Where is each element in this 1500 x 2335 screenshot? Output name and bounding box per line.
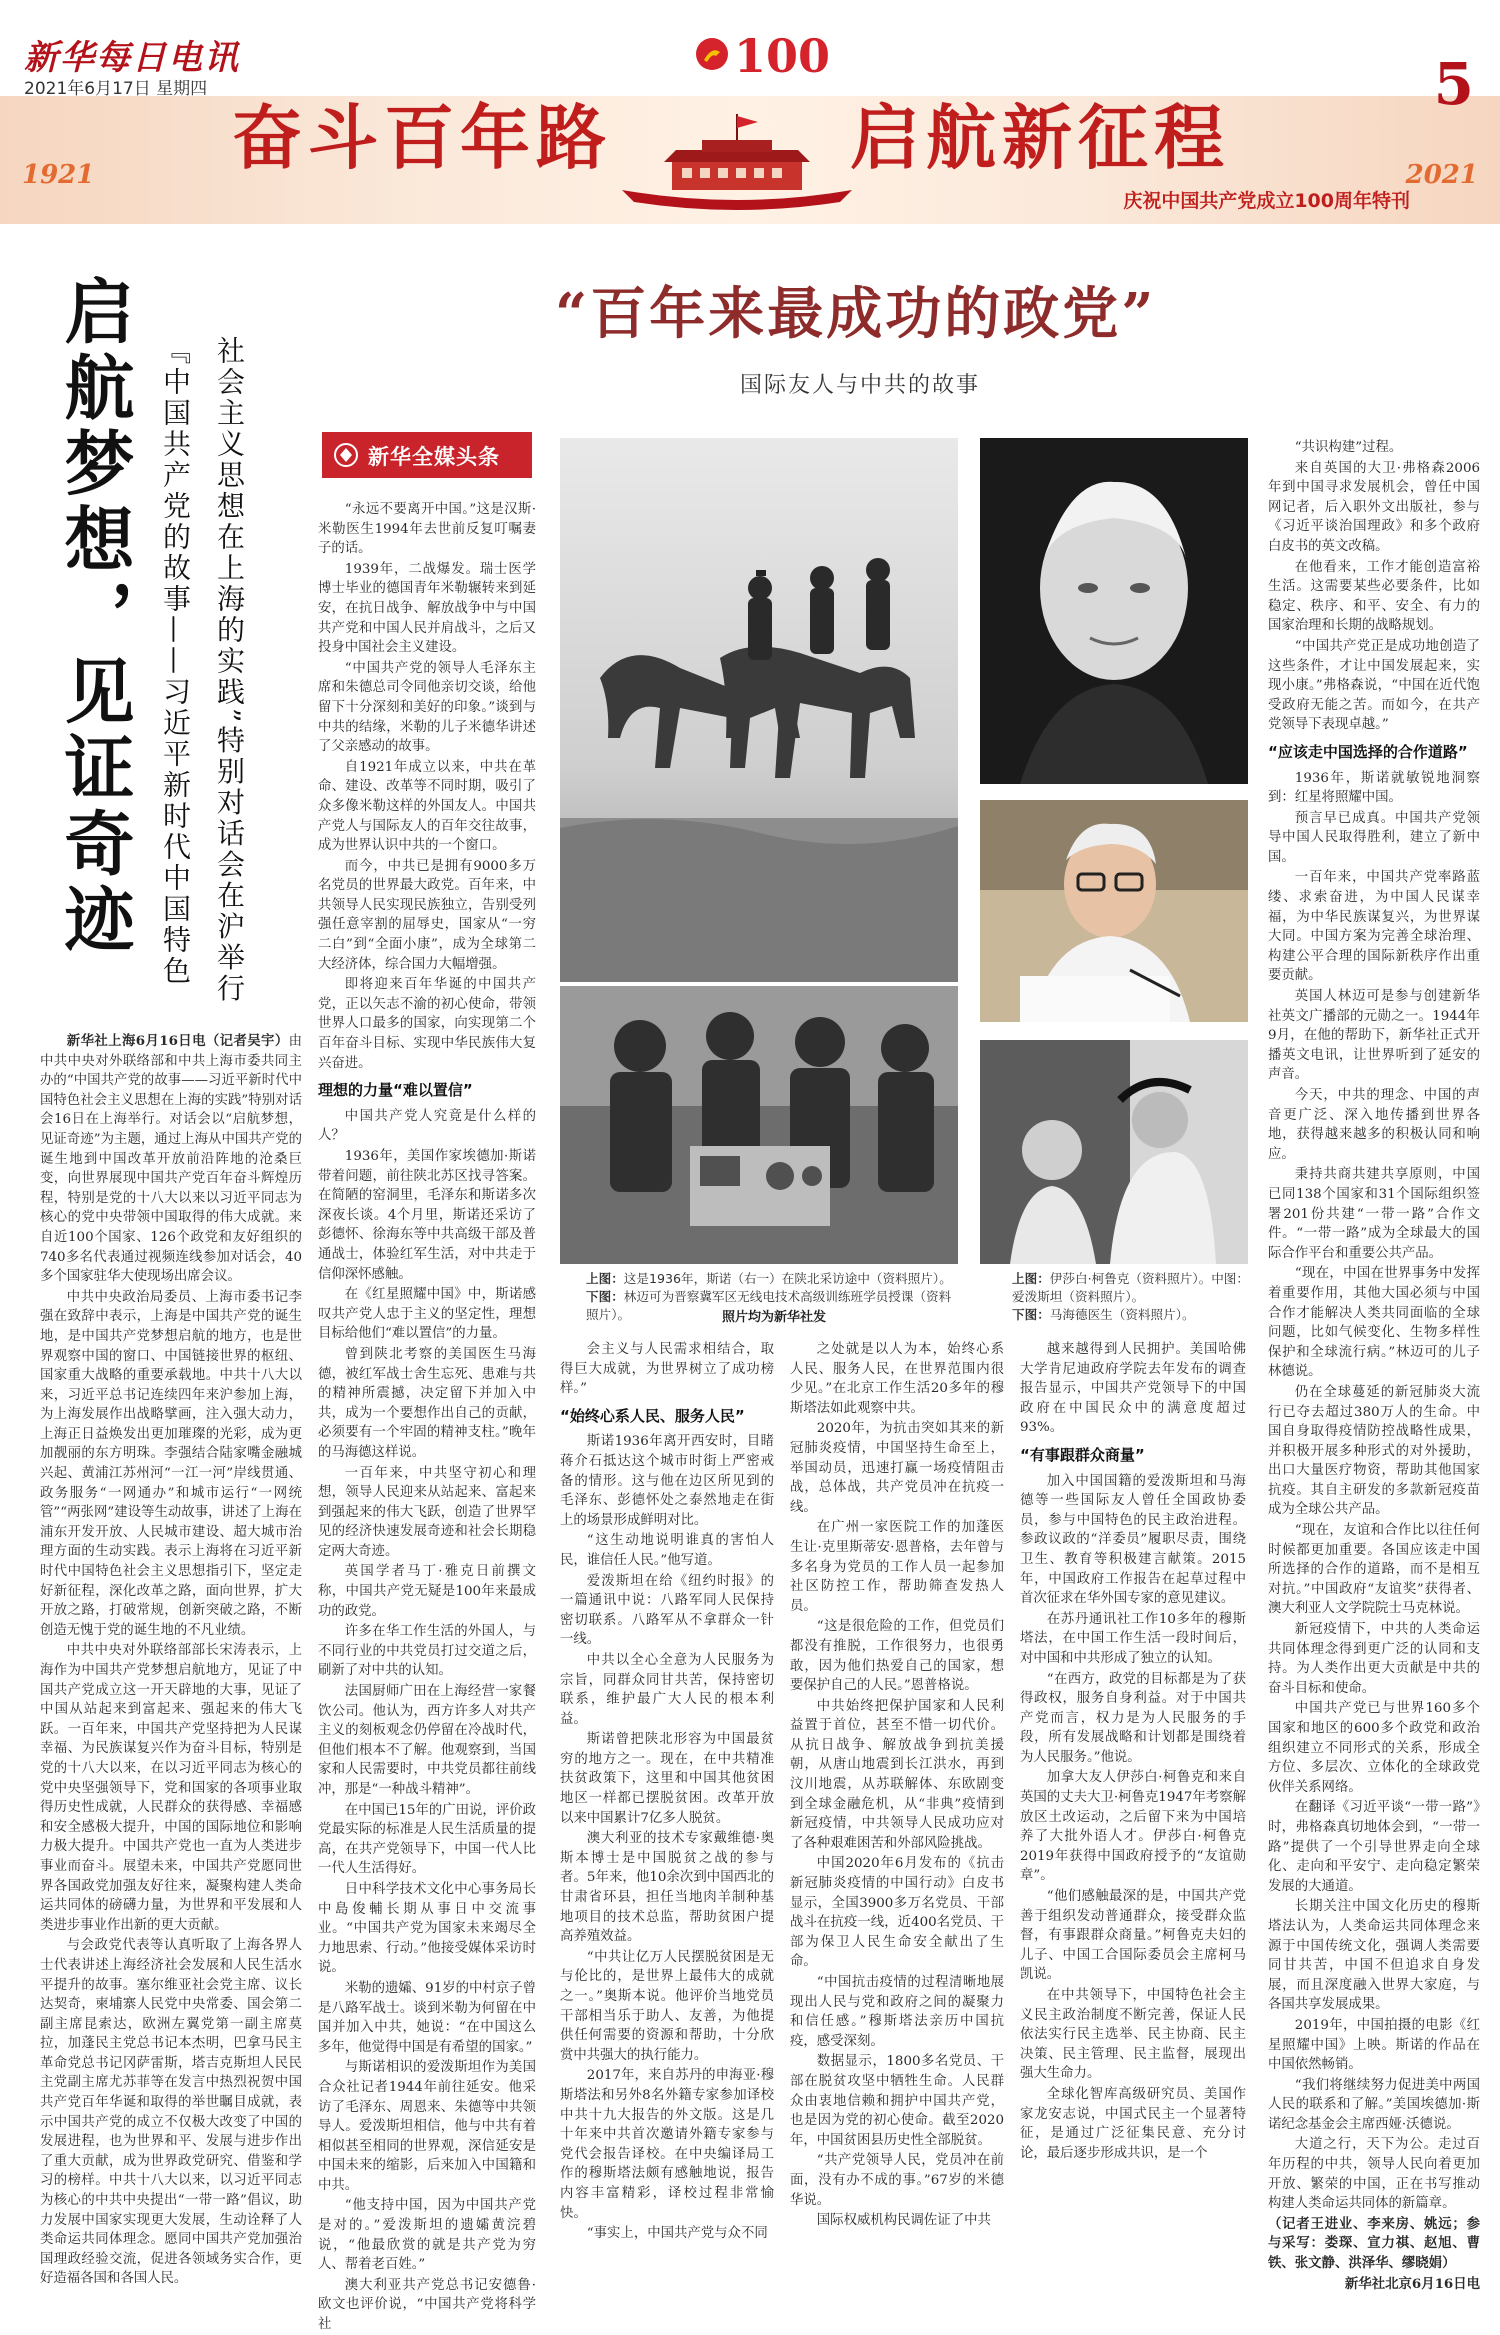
article-para: 在广州一家医院工作的加蓬医生让·克里斯蒂安·恩普格，去年曾与多名身为党员的工作人员一起参加社区防控工作，帮助筛查发热人员。 bbox=[790, 1520, 1004, 1614]
center-article-col-right bbox=[1268, 438, 1480, 2292]
center-article-col-2 bbox=[560, 1340, 774, 2242]
article-para: “现在，友谊和合作比以往任何时候都更加重要。各国应该走中国所选择的合作的道路，而不是相互对抗。”中国政府“友谊奖”获得者、澳大利亚人文学院院士马克林说。 bbox=[1268, 1523, 1480, 1617]
left-article-lead: 新华社上海6月16日电（记者吴宇） bbox=[66, 1033, 289, 1049]
article-para: 中国共产党已与世界160多个国家和地区的600多个政党和政治组织建立不同形式的关系，形成全方位、多层次、立体化的全球政党伙伴关系网络。 bbox=[1268, 1701, 1480, 1795]
article-para: 自1921年成立以来，中共在革命、建设、改革等不同时期，吸引了众多像米勒这样的外国友人。中国共产党人与国际友人的百年交往故事，成为世界认识中共的一个窗口。 bbox=[318, 759, 536, 854]
article-para: “共产党领导人民，党员冲在前面，没有办不成的事。”67岁的米德华说。 bbox=[790, 2153, 1004, 2208]
article-para: 英国人林迈可是参与创建新华社英文广播部的元勋之一。1944年9月，在他的帮助下，新华社正式开播英文电讯，让世界听到了延安的声音。 bbox=[1268, 989, 1480, 1083]
masthead-subtitle: 庆祝中国共产党成立100周年特刊 bbox=[1123, 190, 1410, 212]
article-para: 预言早已成真。中国共产党领导中国人民取得胜利，建立了新中国。 bbox=[1268, 810, 1480, 865]
section-heading-road: “应该走中国选择的合作道路” bbox=[1268, 742, 1468, 761]
center-article-col-1 bbox=[318, 500, 536, 2333]
left-article-body bbox=[40, 1032, 302, 2287]
article-para: 在《红星照耀中国》中，斯诺感叹共产党人忠于主义的坚定性，理想目标给他们“难以置信”的力量。 bbox=[318, 1287, 536, 1342]
article-para: 一百年来，中共坚守初心和理想，领导人民迎来从站起来、富起来到强起来的伟大飞跃，创造了世界罕见的经济快速发展奇迹和社会长期稳定两大奇迹。 bbox=[318, 1465, 536, 1559]
left-article-para: 中共中央对外联络部部长宋涛表示，上海作为中国共产党梦想启航地方，见证了中国共产党成立这一开天辟地的大事，见证了中国从站起来到富起来、强起来的伟大飞跃。一百年来，中国共产党坚持把为人民谋幸福、为民族谋复兴作为奋斗目标，特别是党的十八大以来，在以习近平同志为核心的党中央坚强领导下，党和国家的各项事业取得历史性成就，人民群众的获得感、幸福感和安全感极大提升，中国的国际地位和影响力极大提升。中国共产党也一直为人类进步事业而奋斗。展望未来，中国共产党愿同世界各国政党加强友好往来，凝聚构建人类命运共同体的磅礴力量，为世界和平发展和人类进步事业作出新的更大贡献。 bbox=[40, 1643, 302, 1933]
article-para: 大道之行，天下为公。走过百年历程的中共，领导人民向着更加开放、繁荣的中国，正在书写推动构建人类命运共同体的新篇章。 bbox=[1268, 2137, 1480, 2212]
article-para: 来自英国的大卫·弗格森2006年到中国寻求发展机会，曾任中国网记者，后入职外文出版社，参与《习近平谈治国理政》和多个政府白皮书的英文改稿。 bbox=[1268, 460, 1480, 554]
photo-epstein-writing bbox=[980, 800, 1248, 1022]
article-para: 秉持共商共建共享原则，中国已同138个国家和31个国际组织签署201份共建“一带一路”合作文件。“一带一路”成为全球最大的国际合作平台和重要公共产品。 bbox=[1268, 1167, 1480, 1261]
article-para: “我们将继续努力促进美中两国人民的联系和了解。”美国埃德加·斯诺纪念基金会主席西娅·沃德说。 bbox=[1268, 2077, 1480, 2132]
article-para: 1936年，斯诺就敏锐地洞察到：红星将照耀中国。 bbox=[1268, 770, 1480, 806]
article-para: 米勒的遗孀、91岁的中村京子曾是八路军战士。谈到米勒为何留在中国并加入中共，她说：“在中国这么多年，他觉得中国是有希望的国家。” bbox=[318, 1980, 536, 2055]
article-para: “现在，中国在世界事务中发挥着重要作用，其他大国必须与中国合作才能解决人类共同面临的全球问题，比如气候变化、生物多样性保护和全球流行病。”林迈可的儿子林德说。 bbox=[1268, 1266, 1480, 1380]
article-para: “他们感触最深的是，中国共产党善于组织发动普通群众，接受群众监督，有事跟群众商量。”柯鲁克夫妇的儿子、中国工合国际委员会主席柯马凯说。 bbox=[1020, 1889, 1246, 1983]
article-para: 会主义与人民需求相结合，取得巨大成就，为世界树立了成功榜样。” bbox=[560, 1342, 774, 1397]
article-para: 2017年，来自苏丹的申海亚·穆斯塔法和另外8名外籍专家参加译校中共十九大报告的外文版。这是几十年来中共首次邀请外籍专家参与党代会报告译校。在中央编译局工作的穆斯塔法颇有感触地说，报告内容丰富精彩，译校过程非常愉快。 bbox=[560, 2068, 774, 2221]
article-para: 在翻译《习近平谈“一带一路”》时，弗格森真切地体会到，“一带一路”提供了一个引导世界走向全球化、走向和平安宁、走向稳定繁荣发展的大通道。 bbox=[1268, 1800, 1480, 1894]
article-byline: （记者王进业、李来房、姚远；参与采写：娄琛、宣力祺、赵旭、曹铁、张文静、洪泽华、缪晓娟） bbox=[1268, 2215, 1480, 2272]
article-para: 新冠疫情下，中共的人类命运共同体理念得到更广泛的认同和支持。为人类作出更大贡献是中共的奋斗目标和使命。 bbox=[1268, 1622, 1480, 1696]
article-para: 而今，中共已是拥有9000多万名党员的世界最大政党。百年来，中共领导人民实现民族独立，告别受列强任意宰割的屈辱史，国家从“一穷二白”到“全面小康”，成为全球第二大经济体，综合国力大幅增强。 bbox=[318, 858, 536, 972]
article-para: 法国厨师广田在上海经营一家餐饮公司。他认为，西方许多人对共产主义的刻板观念仍停留在冷战时代，但他们根本不了解。他观察到，当国家和人民需要时，中共党员都往前线冲，那是“一种战斗精神”。 bbox=[318, 1684, 536, 1797]
article-para: 1939年，二战爆发。瑞士医学博士毕业的德国青年米勒辗转来到延安，在抗日战争、解放战争中与中国共产党和中国人民并肩战斗，之后又投身中国社会主义建设。 bbox=[318, 561, 536, 656]
photo-isabel-crook bbox=[980, 438, 1248, 784]
left-article-para: 新华社上海6月16日电（记者吴宇）由中共中央对外联络部和中共上海市委共同主办的“中国共产党的故事——习近平新时代中国特色社会主义思想在上海的实践”特别对话会16日在上海举行。对话会以“启航梦想，见证奇迹”为主题，通过上海从中国共产党的诞生地到中国改革开放前沿阵地的沧桑巨变，向世界展现中国共产党百年奋斗辉煌历程，特别是党的十八大以来以习近平同志为核心的党中央带领中国取得的伟大成就。来自近100个国家、126个政党和友好组织的740多名代表通过视频连线参加对话会，40多个国家驻华大使现场出席会议。 bbox=[40, 1033, 302, 1285]
article-para: 加入中国国籍的爱泼斯坦和马海德等一些国际友人曾任全国政协委员，参与中国特色的民主政治进程。参政议政的“洋委员”履职尽责，围绕卫生、教育等积极建言献策。2015年，中国政府工作报告在起草过程中首次征求在华外国专家的意见建议。 bbox=[1020, 1473, 1246, 1607]
article-para: 曾到陕北考察的美国医生马海德，被红军战士舍生忘死、患难与共的精神所震撼，决定留下并加入中共，成为一个要想作出自己的贡献，必须要有一个牢固的精神支柱。”晚年的马海德这样说。 bbox=[318, 1346, 536, 1460]
article-para: 在他看来，工作才能创造富裕生活。这需要某些必要条件，比如稳定、秩序、和平、安全、有力的国家治理和长期的战略规划。 bbox=[1268, 559, 1480, 634]
article-para: 越来越得到人民拥护。美国哈佛大学肯尼迪政府学院去年发布的调查报告显示，中国共产党领导下的中国政府在中国民众中的满意度超过93%。 bbox=[1020, 1342, 1246, 1436]
article-para: 全球化智库高级研究员、美国作家龙安志说，中国式民主一个显著特征，是通过广泛征集民意、充分讨论，最后逐步形成共识，是一个 bbox=[1020, 2086, 1246, 2161]
article-para: 加拿大友人伊莎白·柯鲁克和来自英国的丈夫大卫·柯鲁克1947年考察解放区土改运动，之后留下来为中国培养了大批外语人才。伊莎白·柯鲁克2019年获得中国政府授予的“友谊勋章”。 bbox=[1020, 1770, 1246, 1884]
center-article-col-3 bbox=[790, 1340, 1004, 2229]
article-para: “中国共产党正是成功地创造了这些条件，才让中国发展起来，实现小康。”弗格森说，“中国在近代饱受政府无能之苦。而如今，在共产党领导下表现卓越。” bbox=[1268, 638, 1480, 733]
article-para: “永远不要离开中国。”这是汉斯·米勒医生1994年去世前反复叮嘱妻子的话。 bbox=[318, 502, 536, 557]
article-para: 英国学者马丁·雅克日前撰文称，中国共产党无疑是100年来最成功的政党。 bbox=[318, 1564, 536, 1619]
year-right: 2021 bbox=[1405, 160, 1478, 190]
article-para: 之处就是以人为本，始终心系人民、服务人民，在世界范围内很少见。”在北京工作生活20多年的穆斯塔法如此观察中共。 bbox=[790, 1342, 1004, 1416]
xinhua-tag-label: 新华全媒头条 bbox=[368, 445, 500, 469]
photo-snow-horseback bbox=[560, 438, 958, 982]
article-para: 在中共领导下，中国特色社会主义民主政治制度不断完善，保证人民依法实行民主选举、民主协商、民主决策、民主管理、民主监督，展现出强大生命力。 bbox=[1020, 1988, 1246, 2082]
photo-credit: 照片均为新华社发 bbox=[722, 1310, 827, 1325]
issue-date: 2021年6月17日 星期四 bbox=[24, 79, 208, 99]
section-heading-discuss: “有事跟群众商量” bbox=[1020, 1445, 1145, 1464]
article-para: 国际权威机构民调佐证了中共 bbox=[816, 2213, 991, 2229]
article-para: 长期关注中国文化历史的穆斯塔法认为，人类命运共同体理念来源于中国传统文化，强调人类需要同甘共苦，中国不但追求自身发展，而且深度融入世界大家庭，与各国共享发展成果。 bbox=[1268, 1899, 1480, 2013]
masthead-headline-left: 奋斗百年路 bbox=[232, 96, 612, 179]
newspaper-logo: 新华每日电讯 bbox=[24, 38, 240, 78]
left-article-subtitle-1: 社会主义思想在上海的实践”特别对话会在沪举行 bbox=[213, 336, 246, 1005]
article-para: 即将迎来百年华诞的中国共产党，正以矢志不渝的初心使命，带领世界人口最多的国家，向实现第二个百年奋斗目标、实现中华民族伟大复兴奋进。 bbox=[318, 977, 536, 1071]
year-left: 1921 bbox=[22, 160, 95, 190]
left-article-para: 与会政党代表等认真听取了上海各界人士代表讲述上海经济社会发展和人民生活水平提升的故事。塞尔维亚社会党主席、议长达契奇，柬埔寨人民党中央常委、国会第二副主席昆索达，欧洲左翼党第一副主席莫拉，加蓬民主党总书记本杰明，巴拿马民主革命党总书记冈萨雷斯，塔吉克斯坦人民民主党副主席尤苏菲等在发言中热烈祝贺中国共产党百年华诞和取得的举世瞩目成就，表示中国共产党的成立不仅极大改变了中国的发展进程，也为世界和平、发展与进步作出了重大贡献，成为世界政党研究、借鉴和学习的榜样。中共十八大以来，以习近平同志为核心的中共中央提出“一带一路”倡议，助力发展中国家实现更大发展，生动诠释了人类命运共同体理念。愿同中国共产党加强治国理政经验交流，促进各领域务实合作，更好造福各国和各国人民。 bbox=[40, 1938, 302, 2287]
article-para: 仍在全球蔓延的新冠肺炎大流行已夺去超过380万人的生命。中国自身取得疫情防控战略性成果，并积极开展多种形式的对外援助，出口大量医疗物资，帮助其他国家抗疫。其自主研发的多款新冠疫苗成为全球公共产品。 bbox=[1268, 1384, 1480, 1518]
article-para: 澳大利亚的技术专家戴维德·奥斯本博士是中国脱贫之战的参与者。5年来，他10余次到中国西北的甘肃省环县，担任当地肉羊制种基地项目的技术总监，帮助贫困户提高养殖效益。 bbox=[560, 1831, 774, 1945]
photo-caption-right: 上图：伊莎白·柯鲁克（资料照片）。中图：爱泼斯坦（资料照片）。 下图：马海德医生（资料照片）。 bbox=[1012, 1271, 1249, 1322]
article-para: 爱泼斯坦在给《纽约时报》的一篇通讯中说：八路军同人民保持密切联系。八路军从不拿群众一针一线。 bbox=[560, 1573, 774, 1648]
article-para: 2019年，中国拍摄的电影《红星照耀中国》上映。斯诺的作品在中国依然畅销。 bbox=[1268, 2017, 1480, 2073]
article-para: 许多在华工作生活的外国人，与不同行业的中共党员打过交道之后，刷新了对中共的认知。 bbox=[318, 1624, 536, 1679]
article-para: 一百年来，中国共产党率路蓝缕、求索奋进，为中国人民谋幸福，为中华民族谋复兴，为世界谋大同。中国方案为完善全球治理、构建公平合理的国际新秩序作出重要贡献。 bbox=[1268, 870, 1480, 984]
article-para: “事实上，中国共产党与众不同 bbox=[586, 2226, 768, 2242]
article-para: 2020年，为抗击突如其来的新冠肺炎疫情，中国坚持生命至上，举国动员，迅速打赢一场疫情阻击战，总体战，共产党员冲在抗疫一线。 bbox=[790, 1421, 1004, 1515]
left-article-para: 中共中央政治局委员、上海市委书记李强在致辞中表示，上海是中国共产党的诞生地，是中国共产党梦想启航的地方，也是世界观察中国的窗口、中国链接世界的枢纽、国家重大战略的重要承载地。中共十八大以来，习近平总书记连续四年来沪参加上海，为上海发展作出战略擘画，注入强大动力，上海正日益焕发出更加璀璨的光彩，成为更加靓丽的东方明珠。李强结合陆家嘴金融城兴起、黄浦江苏州河“一江一河”岸线贯通、政务服务“一网通办”和城市运行“一网统管”“两张网”建设等生动故事，讲述了上海在浦东开发开放、人民城市建设、超大城市治理方面的生动实践。表示上海将在习近平新时代中国特色社会主义思想指引下，坚定走好新征程，深化改革之路，面向世界，扩大开放之路，打破常规，创新突破之路，不断创造无愧于党的诞生地的不凡业绩。 bbox=[40, 1289, 302, 1638]
masthead bbox=[0, 0, 1500, 258]
article-para: “中共让亿万人民摆脱贫困是无与伦比的，是世界上最伟大的成就之一。”奥斯本说。他评价当地党员干部相当乐于助人、友善，为他提供任何需要的资源和帮助，十分欣赏中共强大的执行能力。 bbox=[560, 1949, 774, 2063]
article-para: “共识构建”过程。 bbox=[1294, 440, 1403, 455]
photo-radio-class bbox=[560, 986, 958, 1264]
article-para: 在中国已15年的广田说，评价政党最实际的标准是人民生活质量的提高，在共产党领导下，中国一代人比一代人生活得好。 bbox=[318, 1802, 536, 1877]
photo-doctor-ma-haide bbox=[980, 1040, 1248, 1264]
page-number: 5 bbox=[1433, 50, 1474, 118]
center-article-headline: “百年来最成功的政党” bbox=[555, 281, 1157, 347]
article-para: 中共始终把保护国家和人民利益置于首位，甚至不惜一切代价。从抗日战争、解放战争到抗美援朝，从唐山地震到长江洪水，再到汶川地震，从苏联解体、东欧剧变到全球金融危机，从“非典”疫情到新冠疫情，中共领导人民成功应对了各种艰难困苦和外部风险挑战。 bbox=[790, 1698, 1004, 1851]
article-para: 中国2020年6月发布的《抗击新冠肺炎疫情的中国行动》白皮书显示，全国3900多万名党员、干部战斗在抗疫一线，近400名党员、干部为保卫人民生命安全献出了生命。 bbox=[790, 1856, 1004, 1970]
xinhua-headline-tag bbox=[322, 432, 532, 478]
article-para: “在西方，政党的目标都是为了获得政权，服务自身利益。对于中国共产党而言，权力是为人民服务的手段，所有发展战略和计划都是围绕着为人民服务。”他说。 bbox=[1020, 1671, 1246, 1765]
red-boat-icon bbox=[612, 110, 862, 218]
article-para: 中共以全心全意为人民服务为宗旨，同群众同甘共苦，保持密切联系，维护最广大人民的根本利益。 bbox=[560, 1652, 774, 1727]
article-para: “他支持中国，因为中国共产党是对的。”爱泼斯坦的遗孀黄浣碧说，“他最欣赏的就是共产党为穷人、帮着老百姓。” bbox=[318, 2198, 536, 2273]
centennial-emblem-icon bbox=[690, 14, 831, 94]
photo-caption-left: 上图：这是1936年，斯诺（右一）在陕北采访途中（资料照片）。 下图：林迈可为晋察冀军区无线电技术高级训练班学员授课（资料照片）。 bbox=[586, 1271, 952, 1322]
article-para: 斯诺1936年离开西安时，目睹蒋介石抵达这个城市时街上严密戒备的情形。这与他在边区所见到的毛泽东、彭德怀处之泰然地走在街上的场景形成鲜明对比。 bbox=[560, 1434, 774, 1528]
article-para: “这是很危险的工作，但党员们都没有推脱，工作很努力，也很勇敢，因为他们热爱自己的国家，想要保护自己的人民。”恩普格说。 bbox=[790, 1619, 1004, 1694]
article-para: 今天，中共的理念、中国的声音更广泛、深入地传播到世界各地，获得越来越多的积极认同和响应。 bbox=[1268, 1088, 1480, 1162]
left-article-subtitle-2: 『中国共产党的故事——习近平新时代中国特色 bbox=[159, 336, 192, 987]
xinhua-tag-icon bbox=[332, 442, 360, 468]
center-article-col-4 bbox=[1020, 1340, 1246, 2161]
masthead-headline-right: 启航新征程 bbox=[850, 96, 1230, 179]
article-para: 日中科学技术文化中心事务局长中島俊輔长期从事日中交流事业。“中国共产党为国家未来竭尽全力地思索、行动。”他接受媒体采访时说。 bbox=[318, 1881, 536, 1976]
article-para: 与斯诺相识的爱泼斯坦作为美国合众社记者1944年前往延安。他采访了毛泽东、周恩来、朱德等中共领导人。爱泼斯坦相信，他与中共有着相似甚至相同的世界观，深信延安是中国未来的缩影，后来加入中国籍和中共。 bbox=[318, 2060, 536, 2193]
article-para: 澳大利亚共产党总书记安德鲁·欧文也评价说，“中国共产党将科学社 bbox=[318, 2277, 536, 2333]
article-dateline: 新华社北京6月16日电 bbox=[1344, 2275, 1480, 2292]
article-para: 中国共产党人究竟是什么样的人？ bbox=[318, 1108, 536, 1144]
article-para: 斯诺曾把陕北形容为中国最贫穷的地方之一。现在，在中共精准扶贫政策下，这里和中国其他贫困地区一样都已摆脱贫困。改革开放以来中国累计7亿多人脱贫。 bbox=[560, 1732, 774, 1826]
section-heading-ideal: 理想的力量“难以置信” bbox=[318, 1081, 473, 1100]
emblem-number: 100 bbox=[734, 29, 831, 83]
article-para: “中国抗击疫情的过程清晰地展现出人民与党和政府之间的凝聚力和信任感。”穆斯塔法亲历中国抗疫，感受深刻。 bbox=[790, 1975, 1004, 2049]
article-para: “中国共产党的领导人毛泽东主席和朱德总司令同他亲切交谈，给他留下十分深刻和美好的印象。”谈到与中共的结缘，米勒的儿子米德华讲述了父亲感动的故事。 bbox=[318, 660, 536, 755]
article-para: “这生动地说明谁真的害怕人民，谁信任人民。”他写道。 bbox=[560, 1533, 774, 1568]
left-article-title: 启航梦想，见证奇迹 bbox=[53, 275, 136, 959]
article-para: 1936年，美国作家埃德加·斯诺带着问题，前往陕北苏区找寻答案。在简陋的窑洞里，毛泽东和斯诺多次深夜长谈。4个月里，斯诺还采访了彭德怀、徐海东等中共高级干部及普通战士，体验红军生活，对中共走于信仰深怀感触。 bbox=[318, 1149, 536, 1282]
center-article-deck: 国际友人与中共的故事 bbox=[740, 373, 981, 398]
article-para: 在苏丹通讯社工作10多年的穆斯塔法，在中国工作生活一段时间后，对中国和中共形成了独立的认知。 bbox=[1020, 1611, 1246, 1666]
article-para: 数据显示，1800多名党员、干部在脱贫攻坚中牺牲生命。人民群众由衷地信赖和拥护中国共产党，也是因为党的初心使命。截至2020年，中国贫困县历史性全部脱贫。 bbox=[790, 2054, 1004, 2148]
section-heading-people: “始终心系人民、服务人民” bbox=[560, 1406, 745, 1425]
